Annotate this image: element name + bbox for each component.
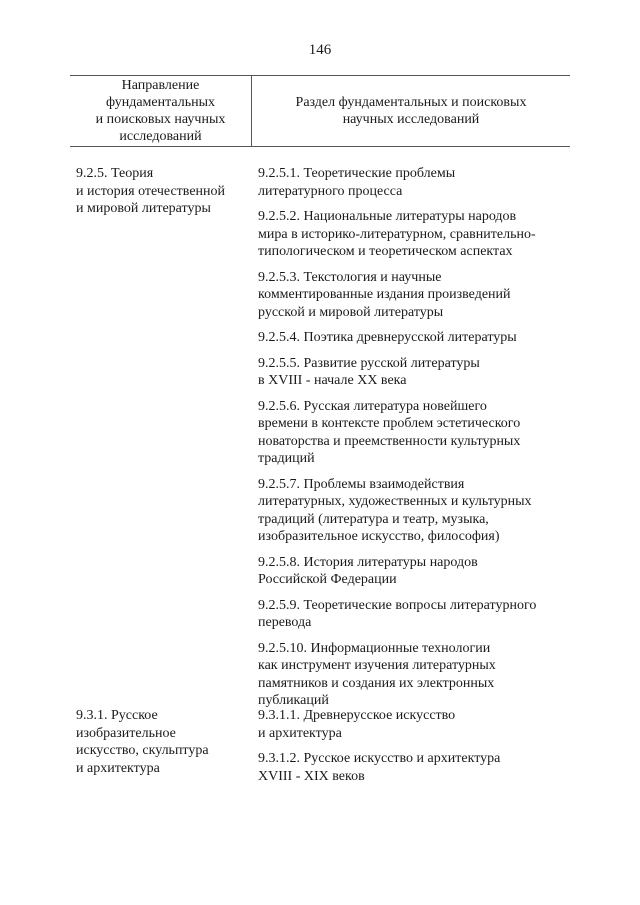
section-item: 9.2.5.9. Теоретические вопросы литературного перевода <box>258 597 537 630</box>
header-direction: Направление фундаментальных и поисковых научных исследований <box>95 77 226 144</box>
header-section: Раздел фундаментальных и поисковых научных исследований <box>295 94 527 127</box>
sections-cell <box>258 707 570 793</box>
sections-cell <box>258 165 570 718</box>
direction-cell: 9.2.5. Теория и история отечественной и мировой литературы <box>76 166 226 216</box>
section-item: 9.2.5.2. Национальные литературы народов мира в историко-литературном, сравнительно- типологическом и теоретическом аспектах <box>258 209 536 259</box>
section-item: 9.2.5.5. Развитие русской литературы в XVIII - начале XX века <box>258 355 480 388</box>
section-item: 9.2.5.3. Текстология и научные комментированные издания произведений русской и мировой литературы <box>258 269 511 320</box>
section-item: 9.2.5.10. Информационные технологии как инструмент изучения литературных памятников и создания их электронных публикаций <box>258 640 496 708</box>
section-item: 9.2.5.7. Проблемы взаимодействия литературных, художественных и культурных традиций (литература и театр, музыка, изобразительное искусство, философия) <box>258 476 532 544</box>
section-item: 9.2.5.8. История литературы народов Российской Федерации <box>258 554 478 587</box>
section-item: 9.3.1.1. Древнерусское искусство и архитектура <box>258 708 456 741</box>
direction-cell: 9.3.1. Русское изобразительное искусство, скульптура и архитектура <box>76 708 209 776</box>
section-item: 9.3.1.2. Русское искусство и архитектура XVIII - XIX веков <box>258 751 501 784</box>
page-number: 146 <box>308 42 332 58</box>
section-item: 9.2.5.6. Русская литература новейшего времени в контексте проблем эстетического новаторства и преемственности культурных традиций <box>258 398 521 466</box>
section-item: 9.2.5.1. Теоретические проблемы литературного процесса <box>258 166 456 199</box>
table-header-bottom-rule <box>70 146 570 147</box>
section-item: 9.2.5.4. Поэтика древнерусской литературы <box>258 330 517 345</box>
